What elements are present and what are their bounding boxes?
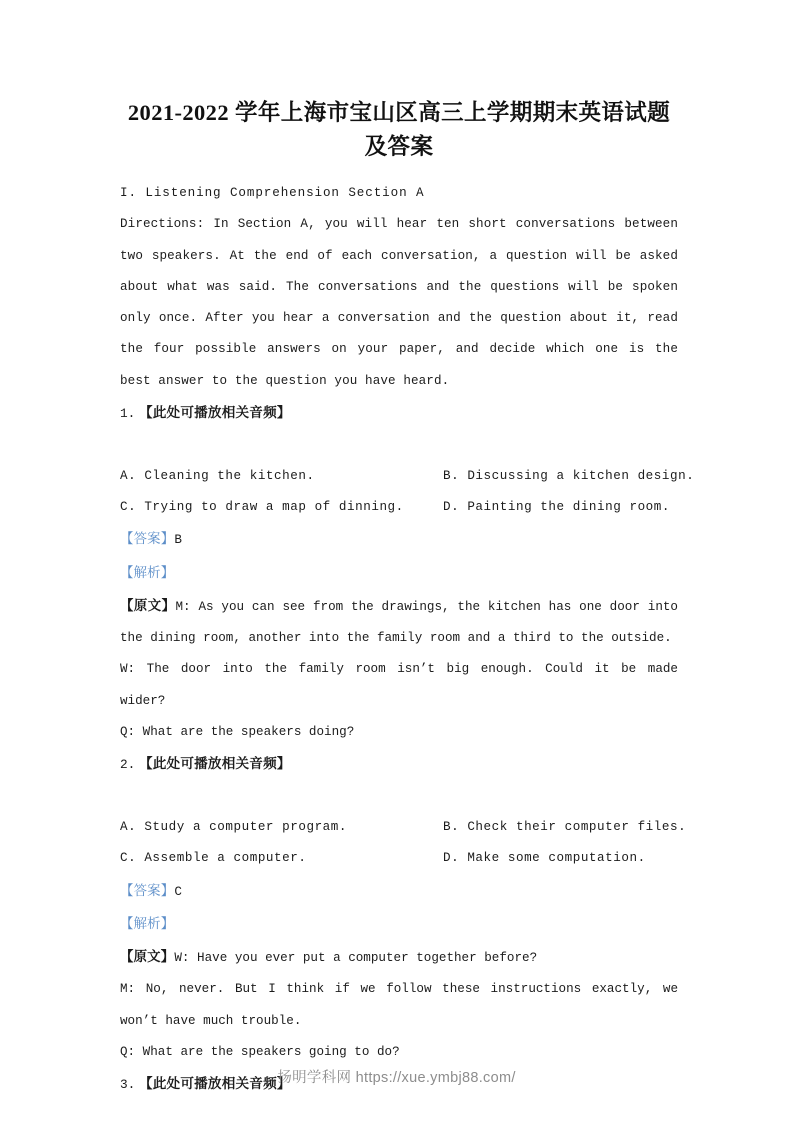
option-2a[interactable]: A. Study a computer program.: [120, 819, 348, 834]
question-2-index: 2.: [120, 757, 136, 773]
question-number-2: [120, 748, 678, 780]
document-content: [120, 96, 695, 1101]
analysis-line-1: [120, 557, 678, 590]
transcript-line-2c: Q: What are the speakers going to do?: [120, 1045, 400, 1060]
option-row: [120, 843, 678, 874]
transcript-tag: 【原文】: [120, 597, 176, 613]
question-3-audio-placeholder[interactable]: 【此处可播放相关音频】: [135, 1076, 291, 1092]
answer-tag: 【答案】: [120, 531, 175, 547]
option-2d[interactable]: D. Make some computation.: [443, 851, 646, 866]
analysis-tag: 【解析】: [120, 564, 175, 580]
analysis-tag: 【解析】: [120, 915, 175, 931]
question-1-index: 1.: [120, 406, 136, 422]
question-1-gap: [120, 429, 678, 460]
answer-tag: 【答案】: [120, 882, 175, 898]
option-1c[interactable]: C. Trying to draw a map of dinning.: [120, 499, 404, 514]
answer-value-1: B: [174, 533, 182, 548]
section-heading: I. Listening Comprehension Section A: [120, 186, 425, 200]
analysis-line-2: [120, 908, 678, 941]
transcript-line-1c: Q: What are the speakers doing?: [120, 725, 355, 740]
option-2b[interactable]: B. Check their computer files.: [443, 819, 687, 834]
page-title: 2021-2022 学年上海市宝山区高三上学期期末英语试题及答案: [127, 100, 671, 159]
question-1-options: [120, 461, 695, 524]
answer-line-2: [120, 875, 678, 908]
directions-paragraph: Directions: In Section A, you will hear ten short conversations between two speakers. At the end of each conversation, a question will be asked about what was said. The conversations and the questions will be spoken only once. After you hear a conversation and the question about it, read the four possible answers on your paper, and decide which one is the best answer to the question you have heard.: [120, 217, 686, 388]
transcript-text: W: Have you ever put a computer together before?: [174, 951, 538, 966]
option-row: [120, 812, 687, 843]
question-1-audio-placeholder[interactable]: 【此处可播放相关音频】: [135, 405, 291, 421]
question-2-options: [120, 812, 687, 875]
transcript-line-1a: [120, 590, 678, 655]
option-2c[interactable]: C. Assemble a computer.: [120, 851, 307, 866]
transcript-line-2b: M: No, never. But I think if we follow these instructions exactly, we won’t have much trouble.: [120, 982, 678, 1028]
question-2-gap: [120, 781, 678, 812]
footer-watermark: 扬明学科网 https://xue.ymbj88.com/: [277, 1070, 516, 1086]
transcript-line-1b: W: The door into the family room isn’t big enough. Could it be made wider?: [120, 662, 678, 708]
option-row: [120, 461, 695, 492]
transcript-line-2a: [120, 941, 678, 974]
question-2-audio-placeholder[interactable]: 【此处可播放相关音频】: [135, 756, 291, 772]
option-row: [120, 492, 678, 523]
option-1b[interactable]: B. Discussing a kitchen design.: [443, 468, 695, 483]
question-3-index: 3.: [120, 1077, 136, 1093]
option-1a[interactable]: A. Cleaning the kitchen.: [120, 468, 315, 483]
question-number-1: [120, 397, 678, 429]
answer-line-1: [120, 523, 678, 556]
transcript-tag: 【原文】: [120, 949, 175, 965]
answer-value-2: C: [174, 884, 182, 899]
transcript-text: M: As you can see from the drawings, the kitchen has one door into the dining room, another into the family room and a third to the outside.: [120, 599, 678, 646]
option-1d[interactable]: D. Painting the dining room.: [443, 499, 671, 514]
